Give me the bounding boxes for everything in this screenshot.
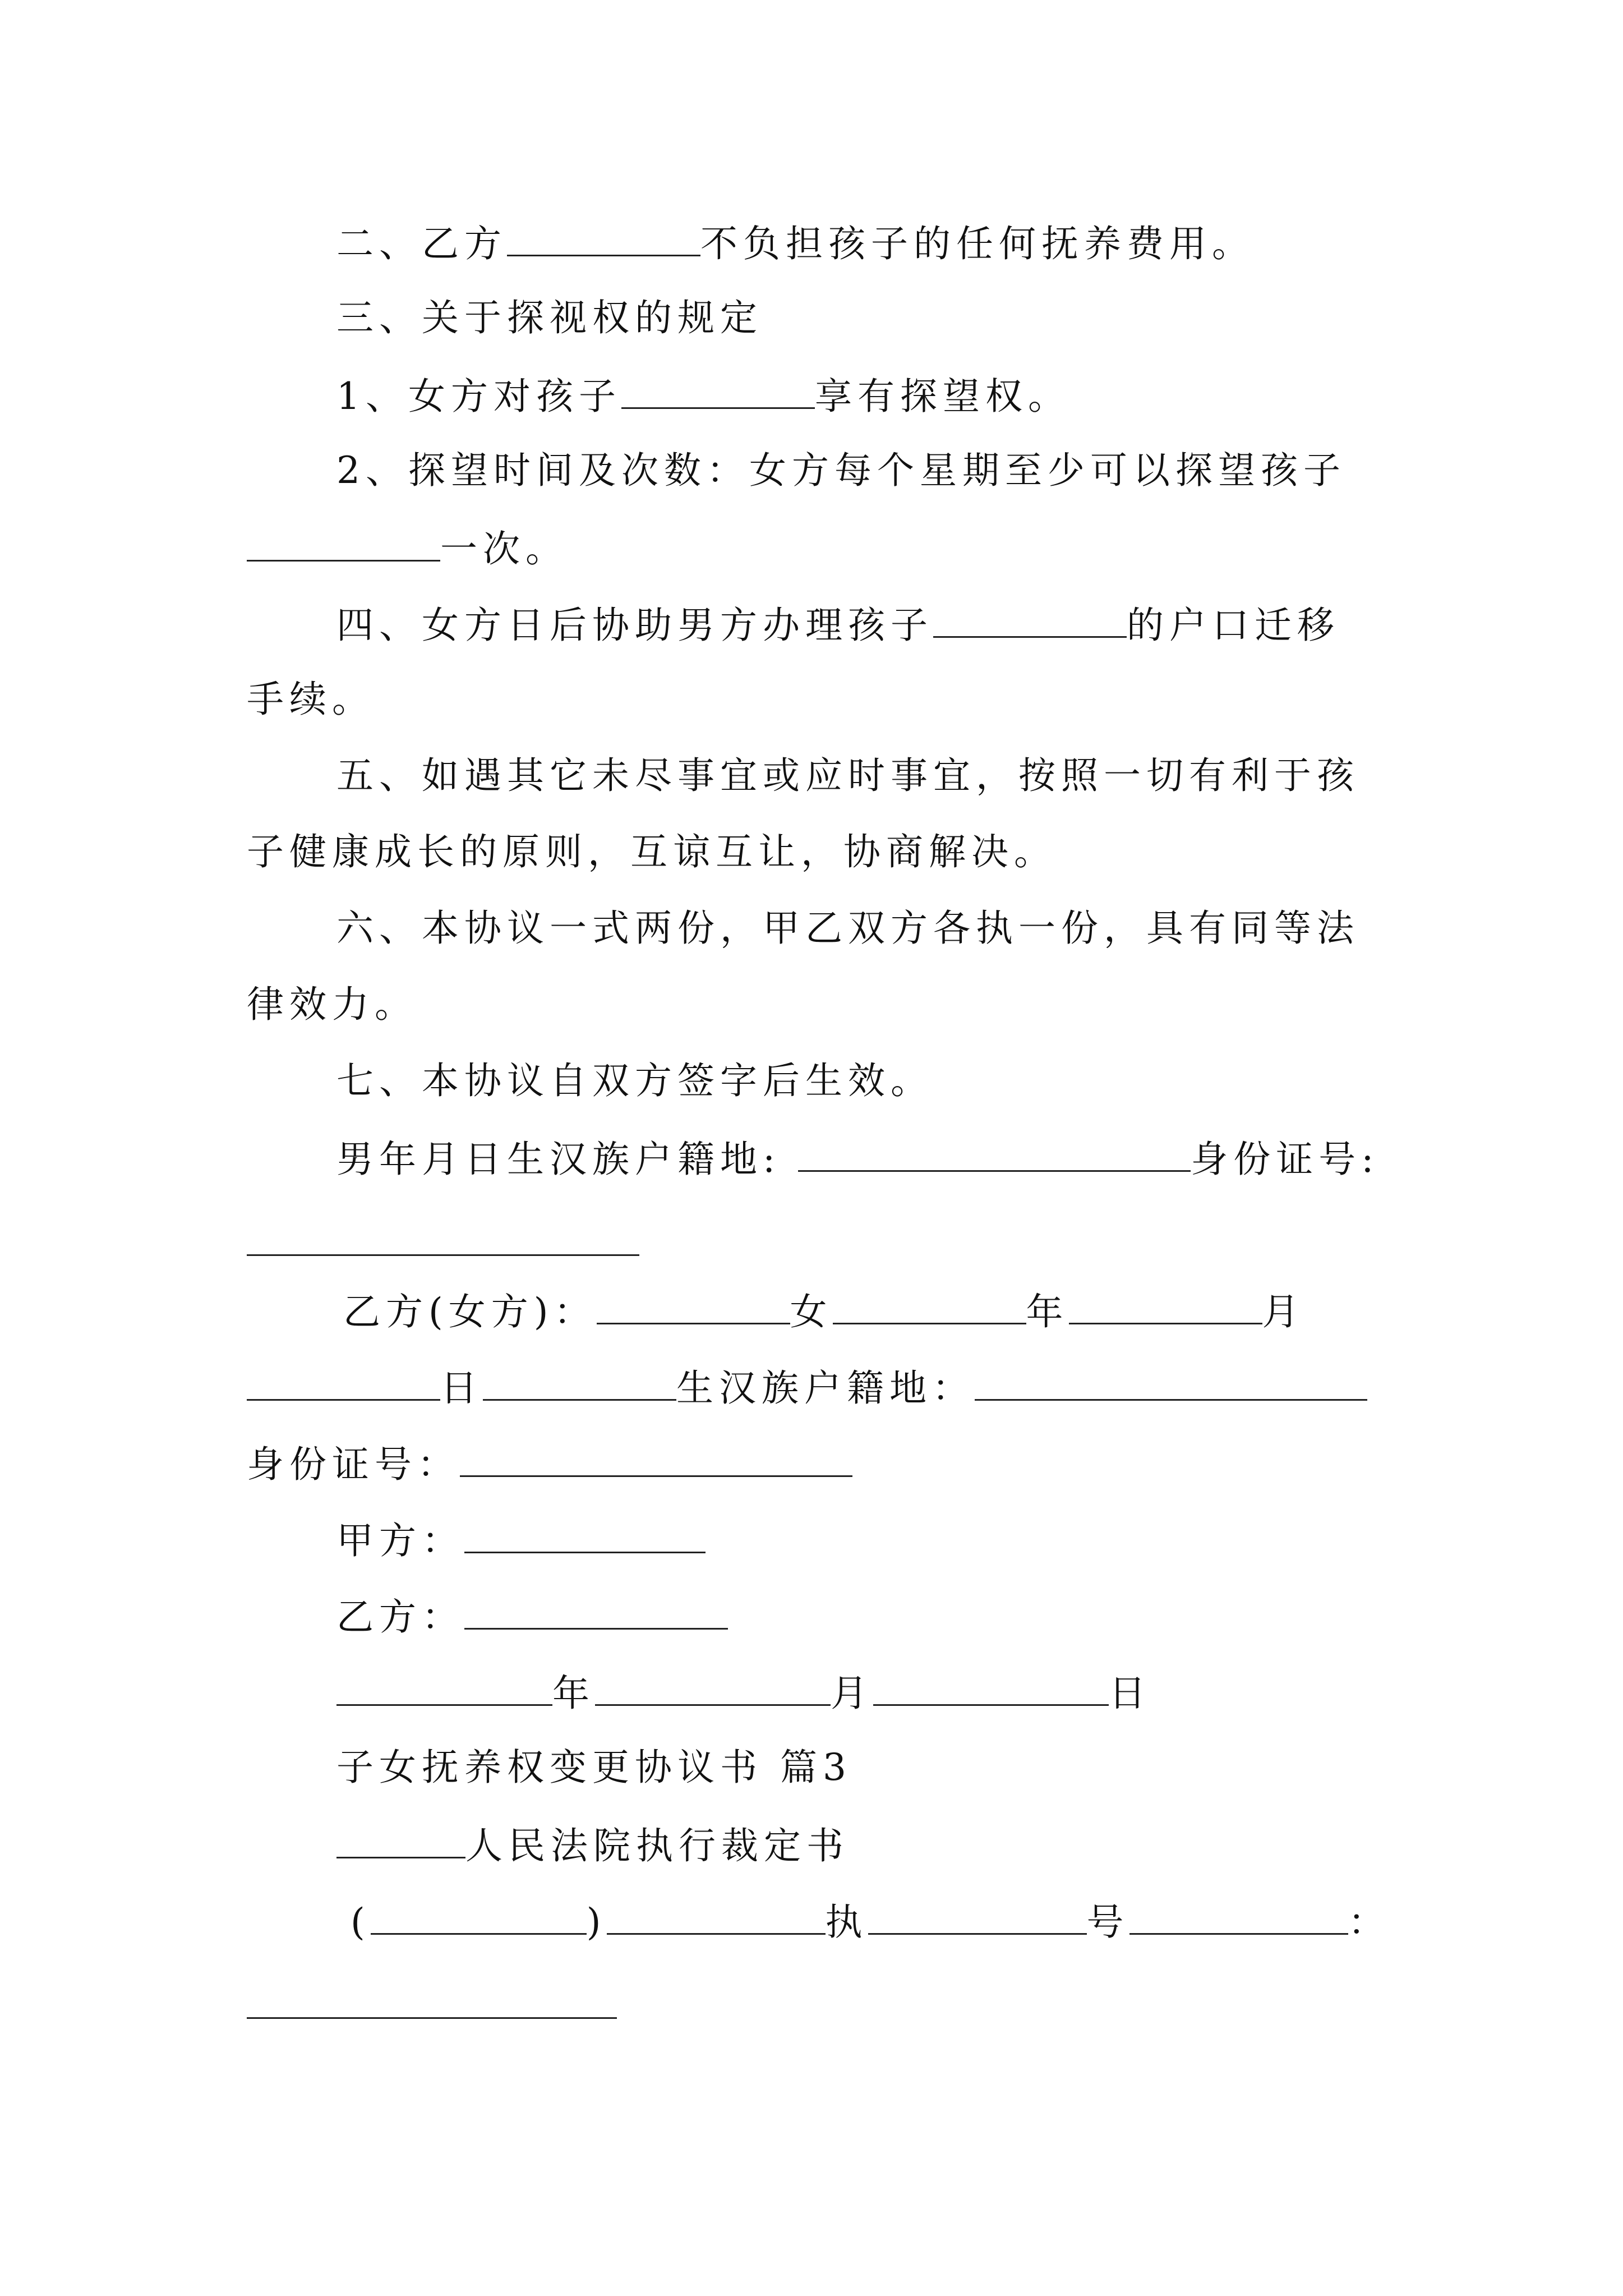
doc-line: [351, 1901, 1391, 1944]
line-text: 生汉族户籍地：: [676, 1366, 975, 1410]
doc-line: [336, 1519, 706, 1562]
line-text: 日: [1109, 1672, 1151, 1715]
fill-blank: [247, 1254, 639, 1256]
line-text: 身份证号:: [1191, 1138, 1380, 1181]
line-text: 月: [831, 1672, 873, 1715]
doc-line: 子女抚养权变更协议书 篇3: [336, 1746, 852, 1789]
doc-line: 六、本协议一式两份，甲乙双方各执一份，具有同等法: [336, 907, 1359, 950]
doc-line: 三、关于探视权的规定: [336, 296, 763, 339]
fill-blank: [833, 1291, 1026, 1324]
line-text: 不负担孩子的任何抚养费用。: [700, 222, 1255, 265]
fill-blank: [975, 1368, 1367, 1401]
line-text: 四、女方日后协助男方办理孩子: [336, 604, 933, 647]
line-text: ): [586, 1901, 607, 1944]
line-text: 的户口迁移: [1127, 604, 1340, 647]
fill-blank: [464, 1520, 706, 1553]
line-text: ：: [1348, 1901, 1391, 1944]
doc-line: [247, 528, 568, 568]
line-text: 乙方：: [336, 1595, 464, 1639]
doc-line: [336, 375, 1071, 418]
line-text: 月: [1262, 1290, 1305, 1333]
line-text: 男年月日生汉族户籍地:: [336, 1138, 781, 1181]
fill-blank: [247, 1368, 440, 1401]
fill-blank: [607, 1902, 826, 1935]
line-text: 执: [825, 1901, 868, 1944]
doc-line: 子健康成长的原则，互谅互让，协商解决。: [247, 830, 1057, 873]
doc-line: [247, 1443, 852, 1486]
fill-blank: [595, 1673, 831, 1706]
line-text: 1、女方对孩子: [336, 375, 621, 418]
fill-blank: [621, 376, 815, 409]
doc-line: [336, 604, 1340, 647]
line-text: 号: [1086, 1901, 1129, 1944]
fill-blank: [933, 605, 1127, 638]
line-text: 一次。: [440, 527, 568, 570]
fill-blank: [483, 1368, 676, 1401]
fill-blank: [371, 1902, 587, 1935]
fill-blank: [336, 1673, 552, 1706]
fill-blank: [873, 1673, 1109, 1706]
line-text: 年: [552, 1672, 595, 1715]
doc-line: 2、探望时间及次数：女方每个星期至少可以探望孩子: [336, 449, 1346, 492]
line-text: 乙方(女方)：: [343, 1290, 597, 1333]
line-text: 身份证号：: [247, 1443, 460, 1486]
line-text: 日: [440, 1366, 483, 1410]
line-text: 甲方：: [336, 1519, 464, 1562]
fill-blank: [460, 1444, 852, 1477]
fill-blank: [1069, 1291, 1262, 1324]
line-text: 享有探望权。: [815, 375, 1071, 418]
line-text: 女: [790, 1290, 833, 1333]
fill-blank: [247, 528, 440, 562]
line-text: 人民法院执行裁定书: [465, 1824, 849, 1867]
fill-blank: [868, 1902, 1087, 1935]
doc-line: [336, 1825, 849, 1865]
line-text: 二、乙方: [336, 222, 507, 265]
fill-blank: [798, 1139, 1191, 1172]
doc-line: [336, 1672, 1151, 1715]
doc-line: 手续。: [247, 678, 375, 721]
doc-line: [336, 1138, 1380, 1181]
fill-blank: [507, 223, 700, 256]
doc-line: 律效力。: [247, 983, 417, 1026]
fill-blank: [336, 1825, 465, 1858]
fill-blank: [464, 1596, 728, 1630]
fill-blank: [1129, 1902, 1348, 1935]
doc-line: [336, 223, 1255, 263]
line-text: (: [351, 1901, 371, 1944]
doc-line: [343, 1291, 1305, 1331]
doc-line: 五、如遇其它未尽事宜或应时事宜，按照一切有利于孩: [336, 754, 1359, 797]
fill-blank: [597, 1291, 790, 1324]
doc-line: [336, 1595, 728, 1639]
fill-blank: [247, 2017, 617, 2019]
line-text: 年: [1026, 1290, 1069, 1333]
doc-line: 七、本协议自双方签字后生效。: [336, 1059, 933, 1102]
doc-line: [247, 1366, 1367, 1410]
